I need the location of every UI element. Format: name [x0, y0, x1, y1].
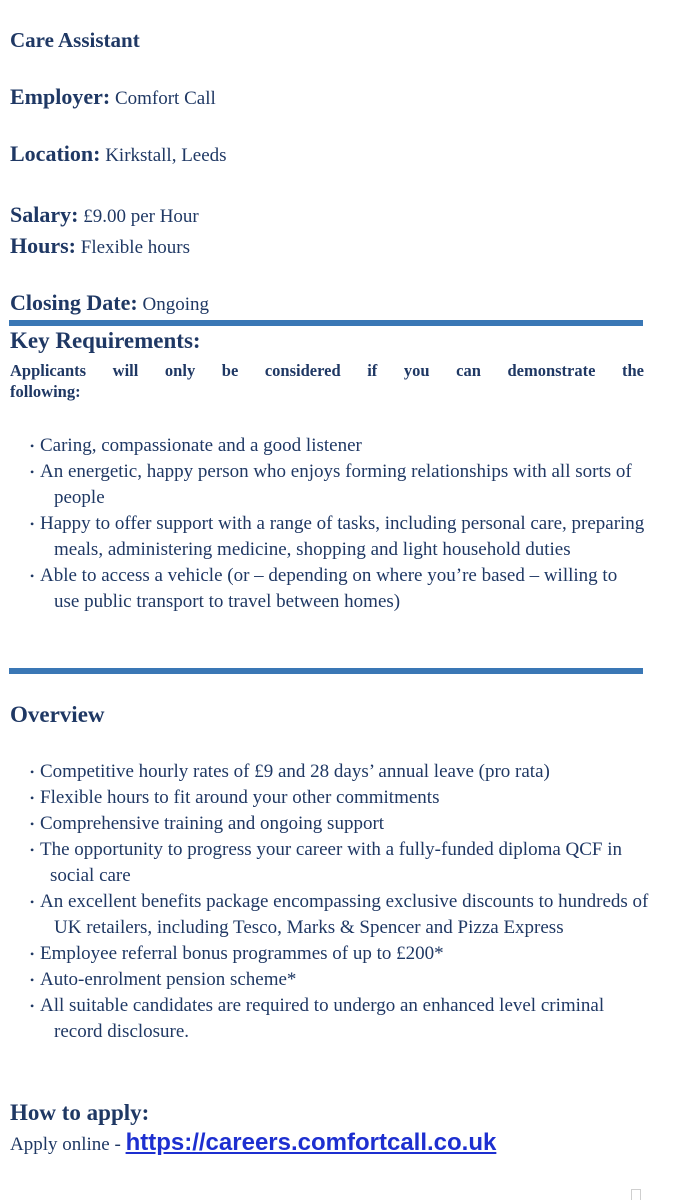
divider	[9, 320, 643, 326]
list-item: • Flexible hours to fit around your other commitments	[30, 785, 650, 811]
requirements-heading: Key Requirements:	[10, 328, 201, 353]
divider	[9, 668, 643, 674]
list-item: • Employee referral bonus programmes of up to £200*	[30, 941, 650, 967]
salary-value: £9.00 per Hour	[83, 206, 199, 227]
job-title: Care Assistant	[10, 28, 140, 52]
hours-row	[10, 233, 190, 259]
overview-list	[30, 759, 650, 1045]
hours-label: Hours:	[10, 233, 76, 258]
hours-value: Flexible hours	[80, 237, 190, 258]
employer-label: Employer:	[10, 84, 111, 109]
salary-label: Salary:	[10, 202, 79, 227]
page-corner-mark	[631, 1189, 641, 1200]
list-item: • Happy to offer support with a range of tasks, including personal care, preparing meals, administering medicine, shopping and light household duties	[30, 513, 645, 560]
bullet-icon: •	[30, 843, 35, 857]
requirements-list	[30, 433, 645, 615]
closing-date-label: Closing Date:	[10, 290, 138, 315]
bullet-icon: •	[30, 439, 35, 453]
bullet-icon: •	[30, 999, 35, 1013]
overview-heading: Overview	[10, 702, 105, 727]
bullet-icon: •	[30, 817, 35, 831]
employer-row	[10, 84, 216, 110]
bullet-icon: •	[30, 791, 35, 805]
bullet-icon: •	[30, 947, 35, 961]
employer-value: Comfort Call	[114, 88, 216, 109]
apply-link[interactable]: https://careers.comfortcall.co.uk	[125, 1129, 497, 1156]
list-item: • Caring, compassionate and a good listener	[30, 433, 645, 459]
apply-heading: How to apply:	[10, 1100, 150, 1125]
bullet-icon: •	[30, 973, 35, 987]
location-value: Kirkstall, Leeds	[105, 145, 227, 166]
requirements-intro-line2: following:	[10, 382, 81, 401]
list-item: • An energetic, happy person who enjoys forming relationships with all sorts of people	[30, 461, 632, 508]
bullet-icon: •	[30, 895, 35, 909]
bullet-icon: •	[30, 569, 35, 583]
closing-date-value: Ongoing	[142, 294, 209, 315]
requirements-intro	[10, 360, 644, 402]
closing-date-row	[10, 290, 209, 316]
bullet-icon: •	[30, 465, 35, 479]
salary-row	[10, 202, 199, 228]
list-item: • Auto-enrolment pension scheme*	[30, 967, 650, 993]
list-item: • Comprehensive training and ongoing support	[30, 811, 650, 837]
bullet-icon: •	[30, 517, 35, 531]
list-item: • Competitive hourly rates of £9 and 28 days’ annual leave (pro rata)	[30, 759, 650, 785]
list-item: • The opportunity to progress your career with a fully-funded diploma QCF in social care	[30, 839, 623, 886]
location-label: Location:	[10, 141, 101, 166]
apply-prefix: Apply online -	[10, 1134, 126, 1155]
requirements-intro-line1: Applicants will only be considered if you can demonstrate the	[10, 361, 644, 380]
bullet-icon: •	[30, 765, 35, 779]
location-row	[10, 141, 227, 167]
apply-line	[10, 1129, 496, 1157]
list-item: • An excellent benefits package encompassing exclusive discounts to hundreds of UK retailers, including Tesco, Marks & Spencer and Pizza Express	[30, 891, 649, 938]
list-item: • Able to access a vehicle (or – depending on where you’re based – willing to use public transport to travel between homes)	[30, 565, 618, 612]
list-item: • All suitable candidates are required to undergo an enhanced level criminal record disclosure.	[30, 995, 605, 1042]
